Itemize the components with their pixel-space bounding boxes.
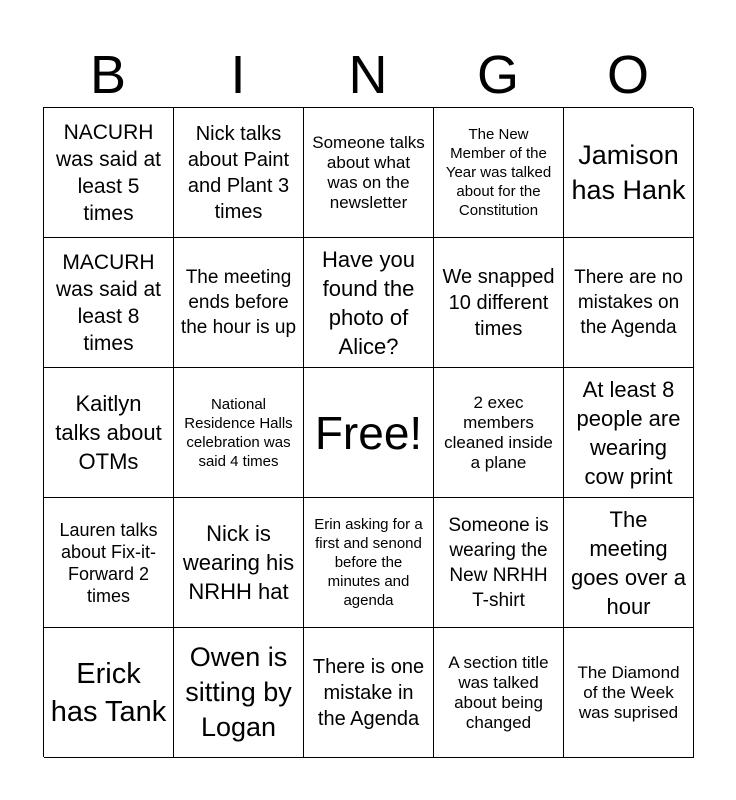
cell-text: There is one mistake in the Agenda	[312, 655, 425, 730]
cell-text: The New Member of the Year was talked about for the Constitution	[445, 126, 552, 219]
bingo-cell-free[interactable]	[304, 368, 434, 498]
cell-text: Nick is wearing his NRHH hat	[182, 521, 295, 604]
bingo-cell[interactable]	[44, 108, 174, 238]
cell-text: National Residence Halls celebration was said 4 times	[184, 395, 293, 470]
bingo-cell[interactable]	[564, 108, 694, 238]
bingo-cell[interactable]	[174, 238, 304, 368]
bingo-cell[interactable]	[434, 238, 564, 368]
cell-text: Erick has Tank	[50, 657, 167, 728]
cell-text: Owen is sitting by Logan	[185, 642, 292, 742]
cell-text: Lauren talks about Fix-it-Forward 2 times	[59, 519, 158, 606]
bingo-cell[interactable]	[434, 108, 564, 238]
header-letter-i: I	[230, 45, 246, 105]
bingo-cell[interactable]	[564, 498, 694, 628]
cell-text: The Diamond of the Week was suprised	[577, 662, 680, 722]
header-letter-g: G	[476, 45, 519, 105]
cell-text: 2 exec members cleaned inside a plane	[444, 392, 553, 472]
cell-text: NACURH was said at least 5 times	[55, 120, 162, 225]
bingo-cell[interactable]	[434, 498, 564, 628]
bingo-cell[interactable]	[44, 368, 174, 498]
bingo-cell[interactable]	[564, 628, 694, 758]
cell-text: Have you found the photo of Alice?	[322, 246, 415, 359]
header-letter-n: N	[348, 45, 388, 105]
cell-text: The meeting goes over a hour	[571, 506, 686, 619]
bingo-header	[43, 44, 693, 106]
bingo-cell[interactable]	[174, 108, 304, 238]
cell-text: MACURH was said at least 8 times	[55, 250, 162, 355]
bingo-cell[interactable]	[44, 238, 174, 368]
cell-text: Someone talks about what was on the newsletter	[312, 132, 425, 212]
cell-text: Kaitlyn talks about OTMs	[55, 391, 162, 474]
bingo-cell[interactable]	[304, 108, 434, 238]
header-letter-b: B	[89, 45, 127, 105]
bingo-cell[interactable]	[434, 368, 564, 498]
bingo-cell[interactable]	[44, 628, 174, 758]
cell-text: Jamison has Hank	[571, 139, 686, 205]
cell-text: Someone is wearing the New NRHH T-shirt	[448, 514, 549, 611]
bingo-cell[interactable]	[174, 368, 304, 498]
bingo-cell[interactable]	[564, 238, 694, 368]
bingo-grid	[43, 107, 693, 757]
header-letter-o: O	[606, 45, 649, 105]
cell-text: Erin asking for a first and senond before the minutes and agenda	[314, 516, 423, 609]
bingo-cell[interactable]	[304, 238, 434, 368]
cell-text: At least 8 people are wearing cow print	[576, 376, 681, 489]
free-space-text: Free!	[314, 406, 423, 459]
bingo-cell[interactable]	[434, 628, 564, 758]
cell-text: There are no mistakes on the Agenda	[574, 267, 683, 338]
bingo-cell[interactable]	[304, 628, 434, 758]
bingo-cell[interactable]	[174, 628, 304, 758]
cell-text: We snapped 10 different times	[442, 265, 555, 340]
cell-text: Nick talks about Paint and Plant 3 times	[187, 122, 290, 223]
bingo-cell[interactable]	[44, 498, 174, 628]
cell-text: The meeting ends before the hour is up	[180, 267, 297, 338]
cell-text: A section title was talked about being changed	[448, 652, 549, 732]
bingo-cell[interactable]	[564, 368, 694, 498]
bingo-cell[interactable]	[174, 498, 304, 628]
bingo-cell[interactable]	[304, 498, 434, 628]
